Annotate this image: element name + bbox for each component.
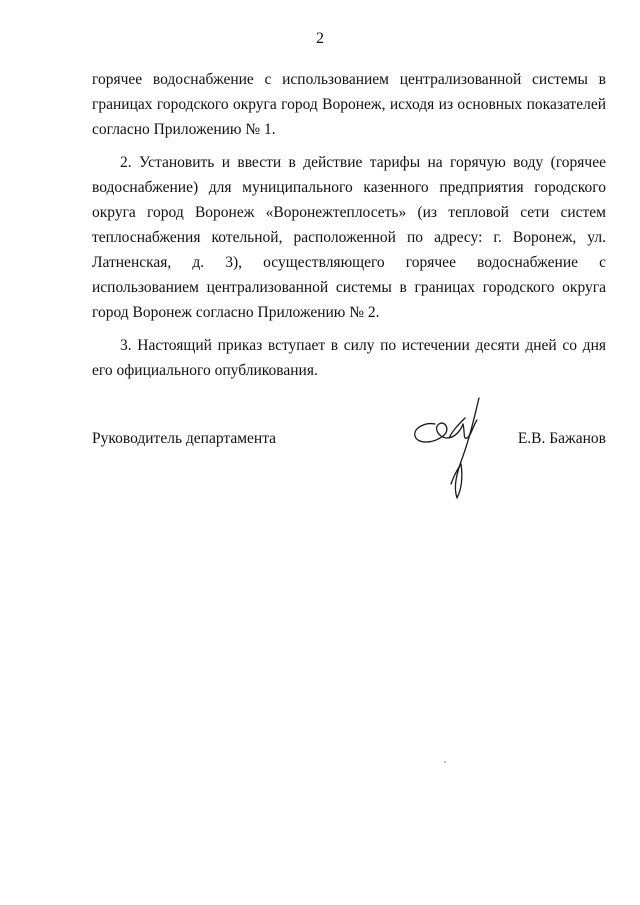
signature-block — [92, 430, 606, 460]
document-body — [92, 67, 606, 383]
signer-name: Е.В. Бажанов — [517, 430, 606, 447]
paragraph-continuation: горячее водоснабжение с использованием централизованной системы в границах городского округа город Воронеж, исходя из основных показателей согласно Приложению № 1. — [92, 71, 606, 138]
paragraph-item-3: 3. Настоящий приказ вступает в силу по истечении десяти дней со дня его официального опубликования. — [92, 337, 606, 379]
scan-speck — [444, 761, 446, 763]
paragraph-item-2: 2. Установить и ввести в действие тарифы на горячую воду (горячее водоснабжение) для муниципального казенного предприятия городского округа город Воронеж «Воронежтеплосеть» (из тепловой сети систем теплоснабжения котельной, расположенной по адресу: г. Воронеж, ул. Латненская, д. 3), осуществляющего горячее водоснабжение с использованием централизованной системы в границах городского округа город Воронеж согласно Приложению № 2. — [92, 154, 606, 321]
handwritten-signature-icon — [405, 394, 495, 504]
signer-title: Руководитель департамента — [92, 430, 277, 447]
page-number: 2 — [316, 30, 324, 47]
